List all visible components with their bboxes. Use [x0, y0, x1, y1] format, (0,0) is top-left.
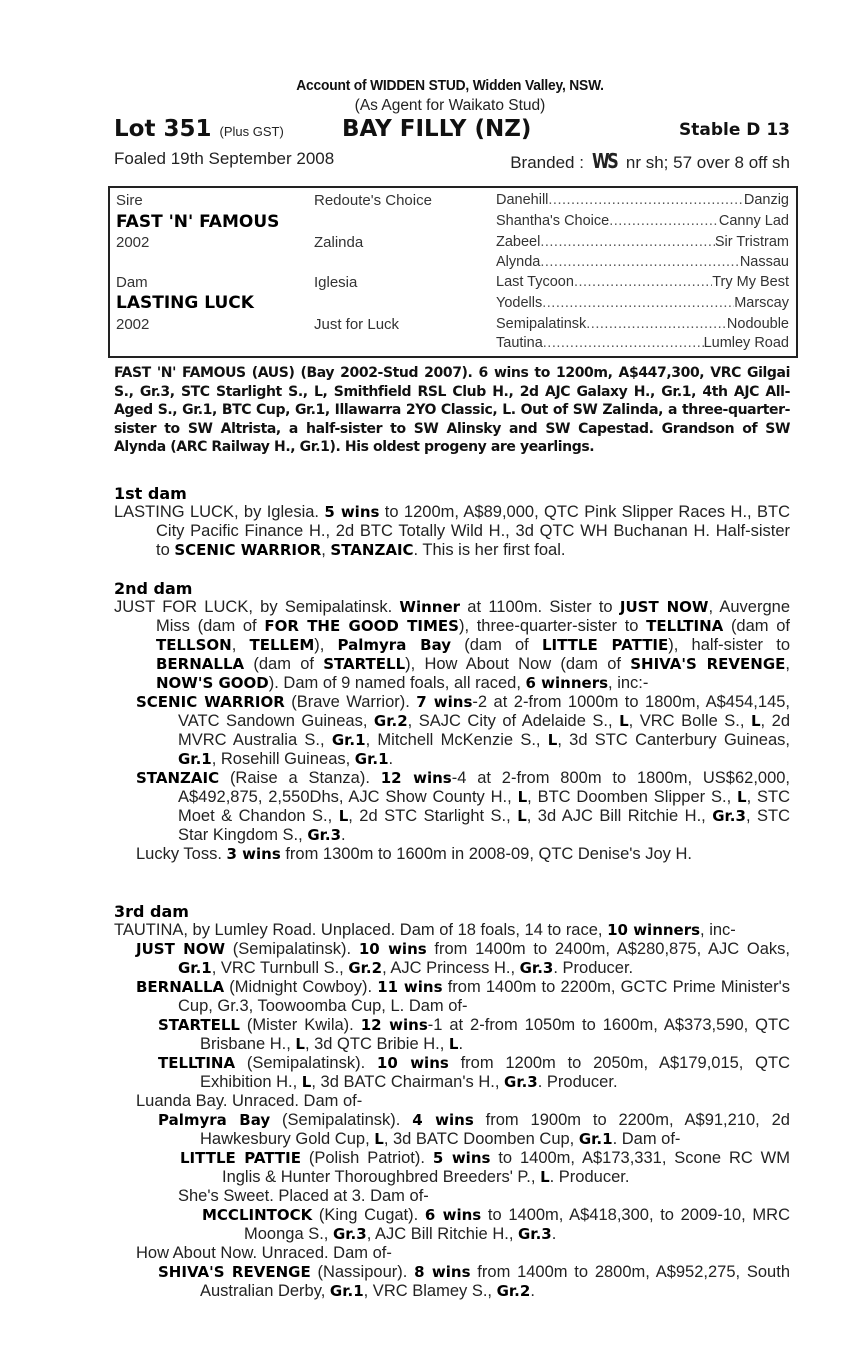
- text: -2 at 2-from 1000m to 1800m, A$454,145, VATC Sandown Guineas,: [178, 693, 791, 730]
- bold-text: Winner: [399, 598, 461, 616]
- progeny-name: BERNALLA: [136, 978, 225, 996]
- bold-text: L: [338, 807, 349, 825]
- bold-text: Gr.3: [332, 1225, 367, 1243]
- sire-year: 2002: [116, 234, 150, 251]
- second-dam-section: [114, 579, 790, 864]
- progeny-entry: [114, 1111, 790, 1149]
- text: . Dam of-: [612, 1130, 681, 1148]
- progeny-name: SHIVA'S REVENGE: [158, 1263, 311, 1281]
- third-dam-section: [114, 902, 790, 1301]
- bold-text: SHIVA'S REVENGE: [630, 655, 786, 673]
- sire-label: Sire: [116, 192, 143, 209]
- grandparent-row: [496, 234, 789, 250]
- bold-text: Gr.1: [331, 731, 366, 749]
- gp-right: Nassau: [739, 254, 789, 270]
- text: (Midnight Cowboy).: [224, 978, 378, 996]
- bold-text: 8 wins: [414, 1263, 471, 1281]
- vendor-account: Account of WIDDEN STUD, Widden Valley, NSW.: [296, 77, 604, 94]
- bold-text: Gr.2: [348, 959, 383, 977]
- dam-name: LASTING LUCK: [116, 293, 254, 313]
- progeny-entry: She's Sweet. Placed at 3. Dam of-: [178, 1187, 429, 1205]
- progeny-name: MCCLINTOCK: [202, 1206, 313, 1224]
- bold-text: 11 wins: [377, 978, 443, 996]
- first-dam-section: [114, 484, 790, 560]
- text: (Mister Kwila).: [239, 1016, 361, 1034]
- grandparent-row: [496, 335, 789, 351]
- dam-sire: Iglesia: [314, 274, 358, 291]
- bold-text: BERNALLA: [156, 655, 245, 673]
- bold-text: SCENIC WARRIOR: [174, 541, 322, 559]
- progeny-entry: [114, 1054, 790, 1092]
- gp-left: Tautina: [496, 335, 543, 351]
- text: .: [458, 1035, 464, 1053]
- text: (Polish Patriot).: [300, 1149, 433, 1167]
- progeny-entry: [114, 1149, 790, 1187]
- progeny-entry: Luanda Bay. Unraced. Dam of-: [136, 1092, 363, 1110]
- text: to 1200m, A$89,000, QTC Pink Slipper Races H., BTC City Pacific Finance H., 2d BTC Totally Wild H., 3d QTC WH Buchanan H. Half-sister to: [156, 503, 790, 559]
- text: .: [388, 750, 394, 768]
- leader-dots: [574, 274, 712, 290]
- section-heading: 2nd dam: [114, 579, 193, 598]
- lot-label: Lot 351: [114, 116, 212, 142]
- text: Lucky Toss.: [136, 845, 227, 863]
- sire-summary: FAST 'N' FAMOUS (AUS) (Bay 2002-Stud 2007). 6 wins to 1200m, A$447,300, VRC Gilgai S., Gr.3, STC Starlight S., L, Smithfield RSL Club H., 2d AJC Galaxy H., Gr.1, 4th AJC All-Aged S., Gr.1, BTC Cup, Gr.1, Illawarra 2YO Classic, L. Out of SW Zalinda, a three-quarter-sister to SW Altrista, a half-sister to SW Alinsky and SW Capestad. Grandson of SW Alynda (ARC Railway H., Gr.1). His oldest progeny are yearlings.: [114, 365, 790, 455]
- text: ,: [321, 541, 331, 559]
- text: (Raise a Stanza).: [219, 769, 381, 787]
- pedigree-table: [108, 186, 798, 358]
- bold-text: Gr.3: [504, 1073, 538, 1091]
- text: -1 at 2-from 1050m to 1600m, A$373,590, QTC Brisbane H.,: [200, 1016, 790, 1053]
- bold-text: 6 winners: [525, 674, 609, 692]
- bold-text: 6 wins: [424, 1206, 482, 1224]
- bold-text: 12 wins: [360, 1016, 428, 1034]
- branded-info: [510, 149, 790, 173]
- progeny-name: SCENIC WARRIOR: [136, 693, 285, 711]
- bold-text: Gr.3: [307, 826, 342, 844]
- text: , 3d BATC Doomben Cup,: [383, 1130, 579, 1148]
- text: , 3d AJC Bill Ritchie H.,: [526, 807, 713, 825]
- progeny-name: JUST NOW: [136, 940, 226, 958]
- bold-text: L: [547, 731, 558, 749]
- gp-right: Nodouble: [726, 316, 789, 332]
- bold-text: L: [737, 788, 747, 806]
- text: ), half-sister to: [668, 636, 790, 654]
- progeny-name: TELLTINA: [158, 1054, 236, 1072]
- text: LASTING LUCK, by Iglesia.: [114, 503, 325, 521]
- bold-text: Palmyra Bay: [337, 636, 452, 654]
- bold-text: L: [619, 712, 629, 730]
- bold-text: FOR THE GOOD TIMES: [264, 617, 459, 635]
- bold-text: Gr.1: [578, 1130, 613, 1148]
- stable-number: Stable D 13: [679, 120, 790, 140]
- text: , VRC Blamey S.,: [363, 1282, 497, 1300]
- text: , STC Star Kingdom S.,: [178, 807, 790, 844]
- text: from 1400m to 2400m, A$280,875, AJC Oaks,: [426, 940, 790, 958]
- bold-text: 7 wins: [416, 693, 473, 711]
- bold-text: TELLEM: [249, 636, 315, 654]
- progeny-entry: [114, 845, 790, 864]
- bold-text: L: [517, 807, 527, 825]
- text: , 3d BATC Chairman's H.,: [311, 1073, 505, 1091]
- text: (dam of: [723, 617, 790, 635]
- bold-text: L: [301, 1073, 312, 1091]
- text: . Producer.: [537, 1073, 618, 1091]
- first-dam-text: [114, 503, 790, 560]
- grandparent-row: [496, 213, 789, 229]
- bold-text: LITTLE PATTIE: [541, 636, 669, 654]
- gp-right: Danzig: [743, 192, 789, 208]
- bold-text: Gr.1: [354, 750, 389, 768]
- text: , 2d MVRC Australia S.,: [178, 712, 790, 749]
- text: ,: [785, 655, 790, 673]
- text: from 1900m to 2200m, A$91,210, 2d Hawkesbury Gold Cup,: [200, 1111, 790, 1148]
- gp-right: Marscay: [734, 295, 789, 311]
- gp-right: Sir Tristram: [714, 234, 789, 250]
- bold-text: 3 wins: [226, 845, 281, 863]
- foal-row: [110, 146, 790, 172]
- text: , Rosehill Guineas,: [211, 750, 355, 768]
- catalogue-header: [110, 76, 790, 172]
- bold-text: 5 wins: [432, 1149, 491, 1167]
- third-dam-intro: [114, 921, 790, 940]
- text: , 2d STC Starlight S.,: [348, 807, 518, 825]
- gp-left: Zabeel: [496, 234, 541, 250]
- bold-text: JUST NOW: [619, 598, 709, 616]
- bold-text: STARTELL: [323, 655, 406, 673]
- leader-dots: [586, 316, 727, 332]
- progeny-name: Palmyra Bay: [158, 1111, 271, 1129]
- bold-text: STANZAIC: [330, 541, 414, 559]
- brand-mark-icon: WS: [591, 149, 617, 173]
- text: . Producer.: [553, 959, 634, 977]
- progeny-entry: [114, 940, 790, 978]
- agent-note: (As Agent for Waikato Stud): [354, 97, 546, 114]
- section-heading: 1st dam: [114, 484, 187, 503]
- text: , BTC Doomben Slipper S.,: [527, 788, 738, 806]
- text: (dam of: [244, 655, 324, 673]
- text: (Semipalatinsk).: [235, 1054, 377, 1072]
- bold-text: Gr.3: [712, 807, 746, 825]
- gp-left: Alynda: [496, 254, 541, 270]
- gp-left: Yodells: [496, 295, 543, 311]
- text: , 3d QTC Bribie H.,: [304, 1035, 449, 1053]
- sire-name: FAST 'N' FAMOUS: [116, 212, 280, 232]
- progeny-entry: [114, 978, 790, 1016]
- text: , STC Moet & Chandon S.,: [178, 788, 791, 825]
- bold-text: L: [540, 1168, 550, 1186]
- grandparent-row: [496, 295, 789, 311]
- foaled-date: Foaled 19th September 2008: [114, 149, 335, 168]
- bold-text: L: [295, 1035, 305, 1053]
- text: , SAJC City of Adelaide S.,: [407, 712, 620, 730]
- text: ),: [314, 636, 338, 654]
- bold-text: L: [448, 1035, 459, 1053]
- gp-left: Danehill: [496, 192, 549, 208]
- lot-number: [114, 116, 284, 142]
- horse-title: BAY FILLY (NZ): [342, 116, 532, 142]
- leader-dots: [548, 192, 743, 208]
- text: -4 at 2-from 800m to 1800m, US$62,000, A$492,875, 2,550Dhs, AJC Show County H.,: [178, 769, 791, 806]
- text: , inc:-: [608, 674, 649, 692]
- section-heading: 3rd dam: [114, 902, 189, 921]
- gp-left: Shantha's Choice: [496, 213, 610, 229]
- gp-right: Lumley Road: [703, 335, 789, 351]
- dam-year: 2002: [116, 316, 150, 333]
- bold-text: 10 wins: [358, 940, 427, 958]
- second-dam-intro: [114, 598, 790, 693]
- bold-text: 12 wins: [380, 769, 452, 787]
- text: .: [530, 1282, 535, 1300]
- progeny-entry: [114, 769, 790, 845]
- bold-text: TELLSON: [156, 636, 232, 654]
- text: , VRC Turnbull S.,: [211, 959, 349, 977]
- bold-text: Gr.1: [178, 959, 212, 977]
- text: (Brave Warrior).: [284, 693, 417, 711]
- bold-text: Gr.1: [329, 1282, 364, 1300]
- gp-right: Canny Lad: [718, 213, 789, 229]
- bold-text: TELLTINA: [646, 617, 724, 635]
- grandparent-row: [496, 254, 789, 270]
- text: from 1400m to 2800m, A$952,275, South Australian Derby,: [200, 1263, 790, 1300]
- grandparent-row: [496, 192, 789, 208]
- branded-label: Branded :: [510, 153, 584, 172]
- leader-dots: [542, 295, 734, 311]
- text: .: [341, 826, 346, 844]
- text: , AJC Bill Ritchie H.,: [366, 1225, 518, 1243]
- bold-text: 5 wins: [324, 503, 380, 521]
- text: , Auvergne Miss (dam of: [156, 598, 791, 635]
- lot-row: [110, 116, 790, 146]
- bold-text: Gr.2: [373, 712, 408, 730]
- bold-text: L: [517, 788, 528, 806]
- bold-text: Gr.1: [178, 750, 212, 768]
- text: ), three-quarter-sister to: [458, 617, 647, 635]
- leader-dots: [540, 254, 739, 270]
- bold-text: Gr.2: [496, 1282, 531, 1300]
- leader-dots: [540, 234, 715, 250]
- bold-text: L: [750, 712, 761, 730]
- sire-sire: Redoute's Choice: [314, 192, 432, 209]
- text: (dam of: [451, 636, 542, 654]
- text: , Mitchell McKenzie S.,: [365, 731, 548, 749]
- text: to 1400m, A$173,331, Scone RC WM Inglis & Hunter Thoroughbred Breeders' P.,: [222, 1149, 790, 1186]
- text: ,: [231, 636, 250, 654]
- gp-right: Try My Best: [712, 274, 789, 290]
- text: , 3d STC Canterbury Guineas,: [557, 731, 790, 749]
- text: (Semipalatinsk).: [225, 940, 359, 958]
- gp-left: Last Tycoon: [496, 274, 574, 290]
- progeny-name: LITTLE PATTIE: [180, 1149, 301, 1167]
- progeny-entry: [114, 1263, 790, 1301]
- bold-text: Gr.3: [519, 959, 554, 977]
- text: from 1400m to 2200m, GCTC Prime Minister's Cup, Gr.3, Toowoomba Cup, L. Dam of-: [178, 978, 790, 1015]
- text: , VRC Bolle S.,: [628, 712, 751, 730]
- text: .: [551, 1225, 557, 1243]
- branded-detail: nr sh; 57 over 8 off sh: [625, 153, 790, 172]
- bold-text: L: [374, 1130, 384, 1148]
- grandparent-row: [496, 316, 789, 332]
- text: (Semipalatinsk).: [270, 1111, 413, 1129]
- bold-text: 10 winners: [607, 921, 701, 939]
- leader-dots: [543, 335, 704, 351]
- progeny-entry: [114, 1206, 790, 1244]
- bold-text: NOW'S GOOD: [156, 674, 269, 692]
- text: to 1400m, A$418,300, to 2009-10, MRC Moonga S.,: [244, 1206, 791, 1243]
- text: at 1100m. Sister to: [460, 598, 620, 616]
- text: (King Cugat).: [312, 1206, 425, 1224]
- progeny-name: STARTELL: [158, 1016, 240, 1034]
- gst-note: (Plus GST): [219, 124, 284, 139]
- dam-dam: Just for Luck: [314, 316, 400, 333]
- text: . This is her first foal.: [413, 541, 566, 559]
- grandparent-row: [496, 274, 789, 290]
- text: JUST FOR LUCK, by Semipalatinsk.: [114, 598, 400, 616]
- progeny-entry: [114, 693, 790, 769]
- text: , inc-: [700, 921, 736, 939]
- text: . Producer.: [549, 1168, 630, 1186]
- bold-text: 4 wins: [412, 1111, 474, 1129]
- progeny-entry: How About Now. Unraced. Dam of-: [136, 1244, 392, 1262]
- text: TAUTINA, by Lumley Road. Unplaced. Dam of 18 foals, 14 to race,: [114, 921, 608, 939]
- bold-text: Gr.3: [518, 1225, 552, 1243]
- gp-left: Semipalatinsk: [496, 316, 587, 332]
- leader-dots: [609, 213, 719, 229]
- progeny-name: STANZAIC: [136, 769, 220, 787]
- text: from 1300m to 1600m in 2008-09, QTC Denise's Joy H.: [280, 845, 693, 863]
- dam-label: Dam: [116, 274, 148, 291]
- text: from 1200m to 2050m, A$179,015, QTC Exhibition H.,: [200, 1054, 790, 1091]
- text: ). Dam of 9 named foals, all raced,: [268, 674, 526, 692]
- sire-dam: Zalinda: [314, 234, 364, 251]
- text: ), How About Now (dam of: [405, 655, 631, 673]
- text: , AJC Princess H.,: [382, 959, 520, 977]
- progeny-entry: [114, 1016, 790, 1054]
- bold-text: 10 wins: [376, 1054, 449, 1072]
- text: (Nassipour).: [310, 1263, 415, 1281]
